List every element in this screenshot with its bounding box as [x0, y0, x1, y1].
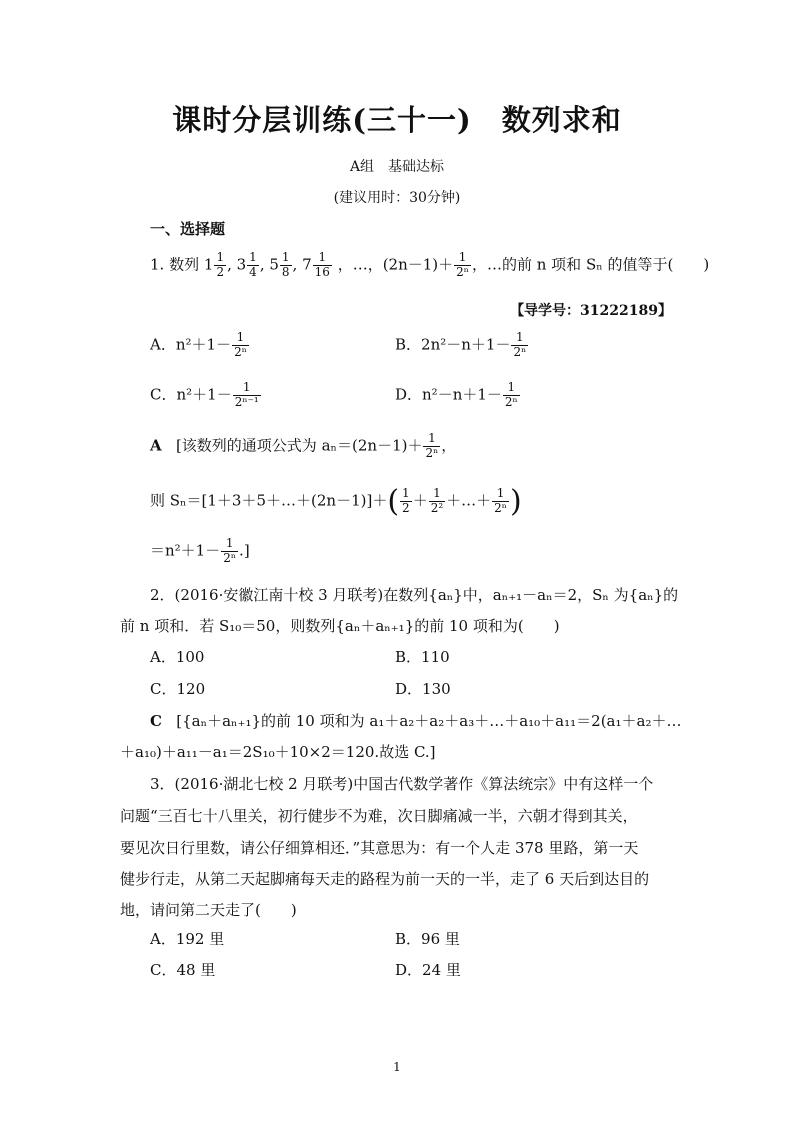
q2-option-d: D．130 — [395, 680, 451, 698]
q3-stem-line-2: 问题“三百七十八里关，初行健步不为难，次日脚痛减一半，六朝才得到其关， — [120, 807, 638, 825]
q1-option-b: B．2n²－n＋1－ $\frac{1}{\text{2ⁿ}}$ — [395, 330, 527, 359]
page-title: 课时分层训练(三十一) 数列求和 — [172, 103, 622, 137]
q1-term-1: 1 — [203, 255, 214, 274]
q3-stem-line-1: 3．(2016·湖北七校 2 月联考)中国古代数学著作《算法统宗》中有这样一个 — [150, 775, 654, 793]
q1-stem-pre: 数列 — [169, 255, 200, 274]
q1-option-d: D．n²－n＋1－ $\frac{1}{\text{2ⁿ}}$ — [395, 380, 518, 409]
q3-option-d: D．24 里 — [395, 961, 461, 979]
q1-stem-post: ，…的前 n 项和 Sₙ 的值等于( ) — [471, 255, 710, 274]
q2-stem-line-1: 2．(2016·安徽江南十校 3 月联考)在数列{aₙ}中，aₙ₊₁－aₙ＝2，Sₙ 为{aₙ}的 — [150, 586, 679, 604]
q1-term-1-frac: $\frac{1}{2}$ — [216, 250, 225, 279]
q2-answer-line-2: ＋a₁₀)＋a₁₁－a₁＝2S₁₀＋10×2＝120.故选 C.] — [120, 743, 436, 761]
q1-term-3-frac: $\frac{1}{8}$ — [281, 250, 290, 279]
q1-option-a: A．n²＋1－ $\frac{1}{\text{2ⁿ}}$ — [150, 330, 247, 359]
q1-answer-line-3: ＝n²＋1－ $\frac{1}{\text{2ⁿ}}$ .] — [150, 536, 250, 565]
q3-stem-line-4: 健步行走，从第二天起脚痛每天走的路程为前一天的一半，走了 6 天后到达目的 — [120, 870, 650, 888]
q1-stem: 1. 数列 1 $\frac{1}{2}$ , 3 $\frac{1}{4}$ , 5 $\frac{1}{8}$ , 7 $\frac{1}{16}$ ，…，(2n－1)＋ $\frac{1}{\text{2ⁿ}}$ ，…的前 n 项和 Sₙ 的值等于( ) — [150, 250, 710, 279]
q2-answer-letter: C — [150, 712, 162, 730]
time-hint: (建议用时：30分钟) — [333, 190, 461, 206]
q1-term-4-frac: $\frac{1}{16}$ — [314, 250, 330, 279]
page-number: 1 — [393, 1060, 401, 1074]
q2-option-c: C．120 — [150, 680, 206, 698]
q2-stem-line-2: 前 n 项和．若 S₁₀＝50，则数列{aₙ＋aₙ₊₁}的前 10 项和为( ) — [120, 617, 560, 635]
q2-answer-line-1: C [{aₙ＋aₙ₊₁}的前 10 项和为 a₁＋a₂＋a₂＋a₃＋…＋a₁₀＋a₁₁＝2(a₁＋a₂＋… — [150, 712, 682, 730]
group-heading: A组 基础达标 — [349, 159, 445, 175]
q3-stem-line-3: 要见次日行里数，请公仔细算相还．”其意思为：有一个人走 378 里路，第一天 — [120, 839, 639, 857]
q1-option-c: C．n²＋1－ $\frac{1}{\text{2ⁿ⁻¹}}$ — [150, 380, 259, 409]
q3-option-b: B．96 里 — [395, 930, 460, 948]
q1-term-3: 5 — [269, 255, 279, 274]
q1-answer-line-1: A [该数列的通项公式为 aₙ＝(2n－1)＋ $\frac{1}{\text{2ⁿ}}$ ， — [150, 431, 457, 460]
q2-option-b: B．110 — [395, 648, 450, 666]
q1-term-2: 3 — [236, 255, 247, 274]
q1-answer-line-2: 则 Sₙ＝[1＋3＋5＋…＋(2n－1)]＋( $\frac{1}{2}$ ＋ $\frac{1}{\text{2²}}$ ＋…＋ $\frac{1}{\text{2ⁿ}}$ ) — [150, 484, 522, 519]
q1-term-4: 7 — [302, 255, 312, 274]
q3-option-a: A．192 里 — [150, 930, 225, 948]
q1-answer-letter: A — [150, 436, 162, 455]
guide-number: 【导学号：31222189】 — [510, 303, 672, 319]
q2-option-a: A．100 — [150, 648, 205, 666]
q1-stem-frac: $\frac{1}{\text{2ⁿ}}$ — [456, 250, 469, 279]
section-heading: 一、选择题 — [150, 220, 226, 238]
q1-term-2-frac: $\frac{1}{4}$ — [249, 250, 257, 279]
q3-option-c: C．48 里 — [150, 961, 216, 979]
q1-stem-mid: ，…，(2n－1)＋ — [337, 255, 454, 274]
q3-stem-line-5: 地，请问第二天走了( ) — [120, 901, 297, 919]
q1-number: 1. — [150, 255, 165, 274]
